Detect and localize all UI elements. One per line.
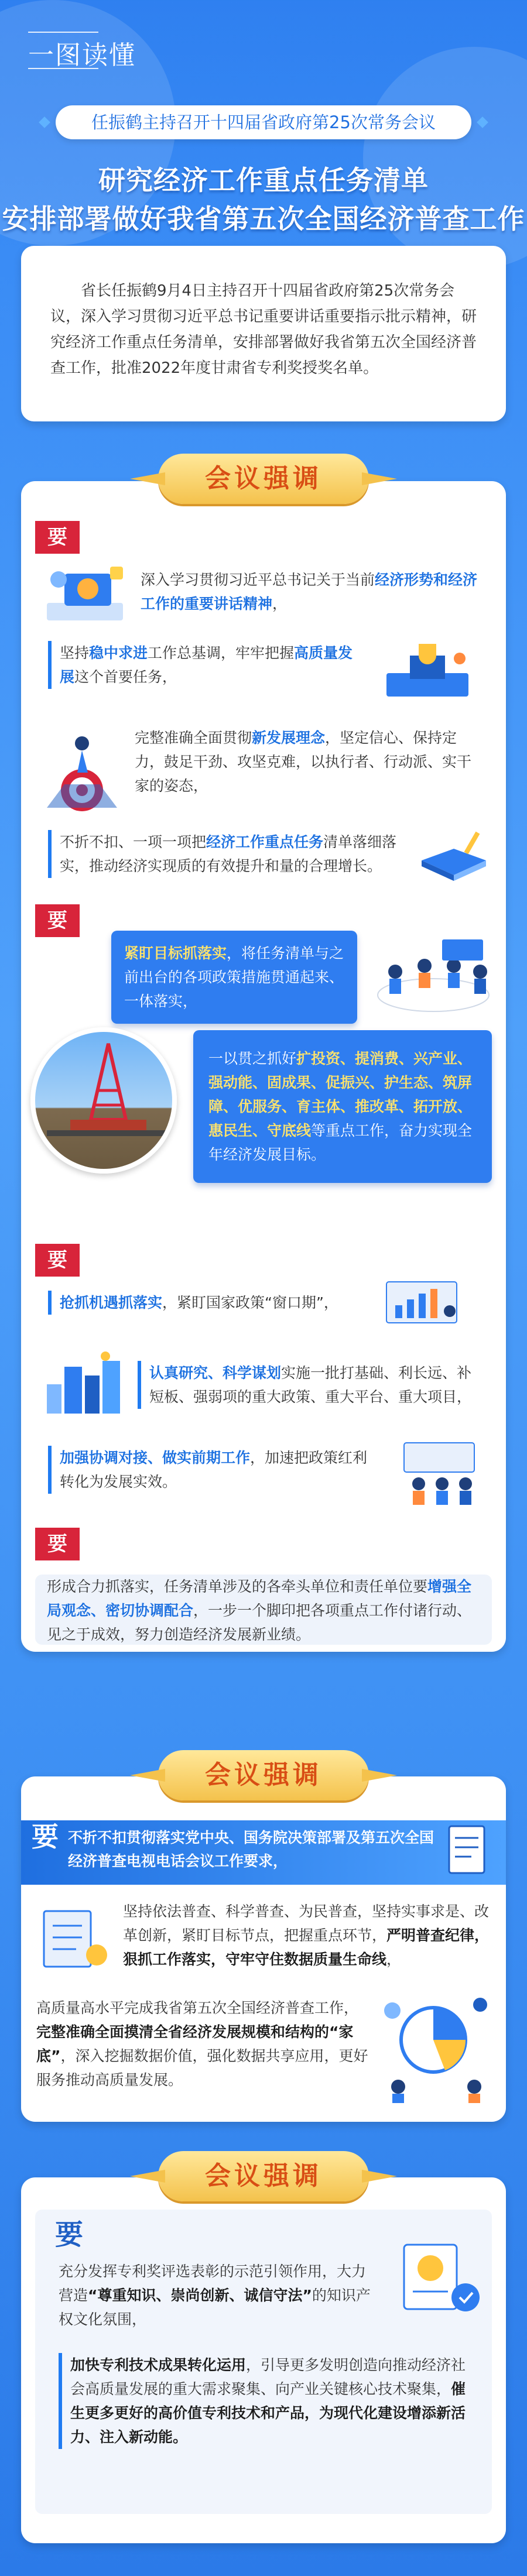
s1-paragraph-1: 深入学习贯彻习近平总书记关于当前经济形势和经济工作的重要讲话精神， [141,571,478,612]
book-icon [416,825,492,884]
yao-badge-3: 要 [35,1244,80,1277]
s1-paragraph-7: 抢抓机遇抓落实，紧盯国家政策“窗口期”， [48,1291,376,1315]
chart-icon [381,1276,463,1335]
brain-icon [41,562,129,626]
yao-badge-1: 要 [35,521,80,554]
section-2-banner: 会议强调 [158,1750,369,1800]
analytics-icon [375,1987,495,2104]
s1-card-key-tasks: 一以贯之抓好扩投资、提消费、兴产业、强动能、固成果、促振兴、护生态、筑屏障、优服务、育主体、推改革、拓开放、惠民生、守底线等重点工作，奋力实现全年经济发展目标。 [193,1030,492,1183]
section-3-banner: 会议强调 [158,2151,369,2201]
oil-rig-icon [30,1027,177,1174]
meeting-title-pill: 任振鹤主持召开十四届省政府第25次常务会议 [56,105,471,139]
s3-paragraph-1: 充分发挥专利奖评选表彰的示范引领作用，大力营造“尊重知识、崇尚创新、诚信守法”的知识产权文化氛围， [59,2263,371,2328]
s2-paragraph-1: 坚持依法普查、科学普查、为民普查，坚持实事求是、改革创新，紧盯目标节点，把握重点环节，严明普查纪律，狠抓工作落实，守牢守住数据质量生命线， [123,1903,490,1968]
section-1-banner: 会议强调 [158,454,369,504]
yao-badge-5: 要 [32,1821,59,1853]
patent-icon [386,2233,486,2327]
checklist-icon [35,1902,114,1973]
intro-card: 省长任振鹤9月4日主持召开十四届省政府第25次常务会议，深入学习贯彻习近平总书记重要讲话重要指示批示精神，研究经济工作重点任务清单，安排部署做好我省第五次全国经济普查工作，批准2022年度甘肃省专利奖授奖名单。 [21,246,506,421]
s2-paragraph-2: 高质量高水平完成我省第五次全国经济普查工作，完整准确全面摸清全省经济发展规模和结构的“家底”，深入挖掘数据价值，强化数据共享应用，更好服务推动高质量发展。 [36,1999,368,2088]
s2-ribbon: 要 不折不扣贯彻落实党中央、国务院决策部署及第五次全国经济普查电视电话会议工作要求， [21,1820,506,1885]
s1-paragraph-9: 加强协调对接、做实前期工作，加速把政策红利转化为发展实效。 [48,1446,382,1494]
s1-card-target: 紧盯目标抓落实，将任务清单与之前出台的各项政策措施贯通起来、一体落实， [111,931,357,1024]
s1-paragraph-4: 不折不扣、一项一项把经济工作重点任务清单落细落实，推动经济实现质的有效提升和量的合理增长。 [48,830,399,878]
yao-badge-2: 要 [35,904,80,937]
brand-logo: 一图读懂 [28,40,136,70]
s1-paragraph-2: 坚持稳中求进工作总基调，牢牢把握高质量发展这个首要任务， [48,641,364,689]
team-icon [398,1437,486,1507]
yao-badge-6: 要 [54,2218,83,2251]
s1-paragraph-3: 完整准确全面贯彻新发展理念，坚定信心、保持定力，鼓足干劲、攻坚克难，以执行者、行动派、实干家的姿态， [135,729,472,794]
trophy-icon [375,638,480,702]
s3-paragraph-2: 加快专利技术成果转化运用，引导更多发明创造向推动经济社会高质量发展的重大需求聚集、向产业关键核心技术聚集，催生更多更好的高价值专利技术和产品，为现代化建设增添新活力、注入新动能。 [59,2353,480,2449]
headline-line-1: 研究经济工作重点任务清单 [98,164,429,196]
meeting-icon [372,937,495,1018]
s1-paragraph-10: 形成合力抓落实，任务清单涉及的各牵头单位和责任单位要增强全局观念、密切协调配合，一步一个脚印把各项重点工作付诸行动、见之于成效，努力创造经济发展新业绩。 [47,1578,472,1643]
s1-paragraph-8: 认真研究、科学谋划实施一批打基础、利长远、补短板、强弱项的重大政策、重大平台、重大项目， [138,1361,483,1409]
document-icon [442,1822,495,1880]
headline-line-2: 安排部署做好我省第五次全国经济普查工作 [2,203,525,235]
yao-badge-4: 要 [35,1528,80,1560]
city-icon [41,1349,129,1419]
runner-icon [41,726,123,814]
